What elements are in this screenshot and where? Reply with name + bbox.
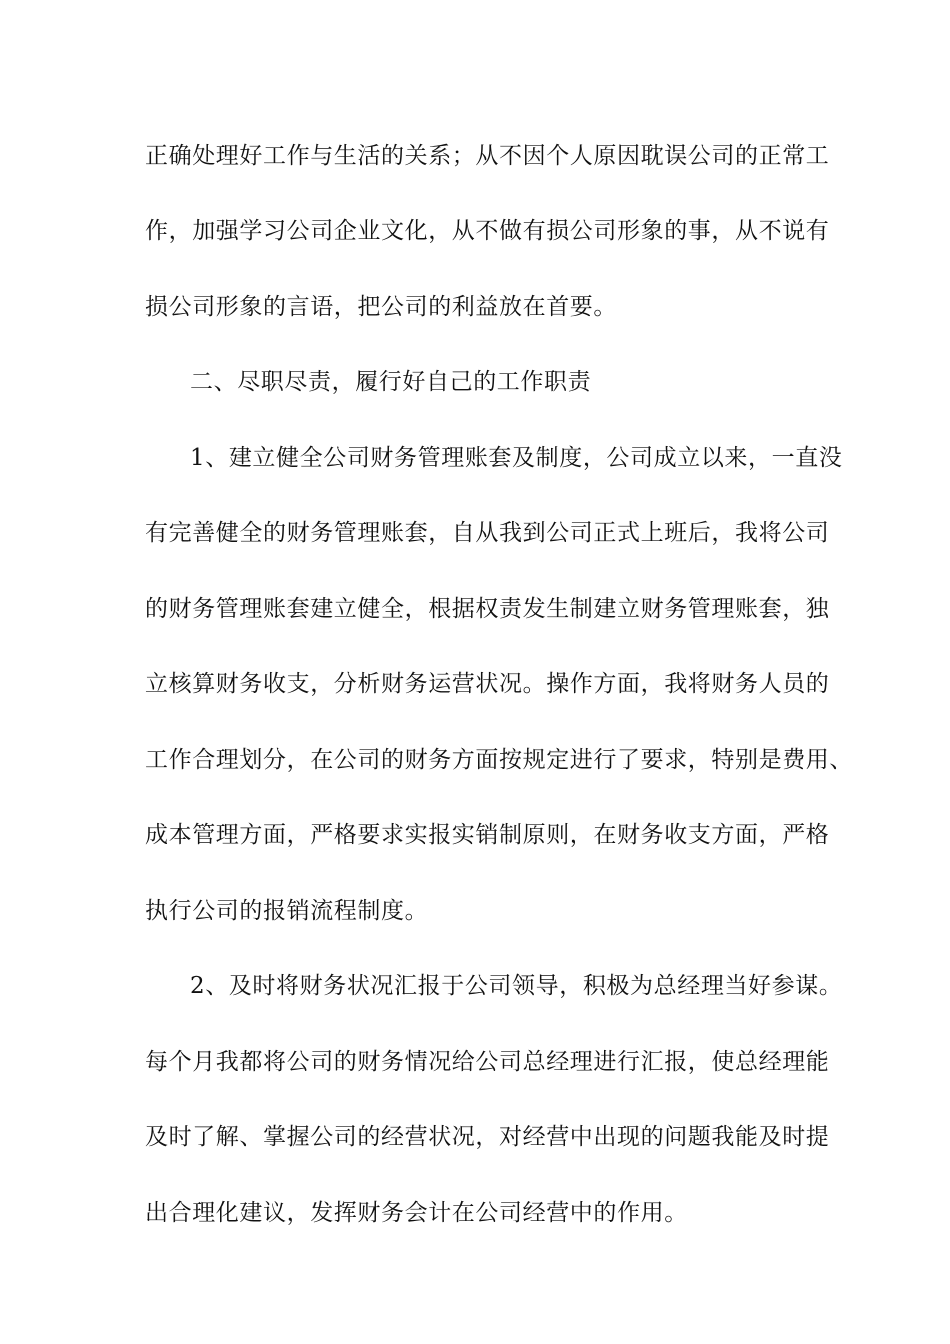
text-line: 有完善健全的财务管理账套，自从我到公司正式上班后，我将公司 xyxy=(145,520,830,546)
text-line: 损公司形象的言语，把公司的利益放在首要。 xyxy=(145,294,617,320)
text-line: 的财务管理账套建立健全，根据权责发生制建立财务管理账套，独 xyxy=(145,596,830,622)
text-line: 作，加强学习公司企业文化，从不做有损公司形象的事，从不说有 xyxy=(145,218,830,244)
text-line: 成本管理方面，严格要求实报实销制原则，在财务收支方面，严格 xyxy=(145,822,830,848)
text-line: 立核算财务收支，分析财务运营状况。操作方面，我将财务人员的 xyxy=(145,671,830,697)
text-line: 工作合理划分，在公司的财务方面按规定进行了要求，特别是费用、 xyxy=(145,747,853,773)
text-line: 正确处理好工作与生活的关系；从不因个人原因耽误公司的正常工 xyxy=(145,143,830,169)
text-line: 出合理化建议，发挥财务会计在公司经营中的作用。 xyxy=(145,1200,688,1226)
text-line: 执行公司的报销流程制度。 xyxy=(145,898,429,924)
text-line: 每个月我都将公司的财务情况给公司总经理进行汇报，使总经理能 xyxy=(145,1049,830,1075)
text-line: 2、及时将财务状况汇报于公司领导，积极为总经理当好参谋。 xyxy=(190,973,843,999)
section-heading: 二、尽职尽责，履行好自己的工作职责 xyxy=(190,369,592,395)
text-line: 及时了解、掌握公司的经营状况，对经营中出现的问题我能及时提 xyxy=(145,1124,830,1150)
text-line: 1、建立健全公司财务管理账套及制度，公司成立以来，一直没 xyxy=(190,445,843,471)
